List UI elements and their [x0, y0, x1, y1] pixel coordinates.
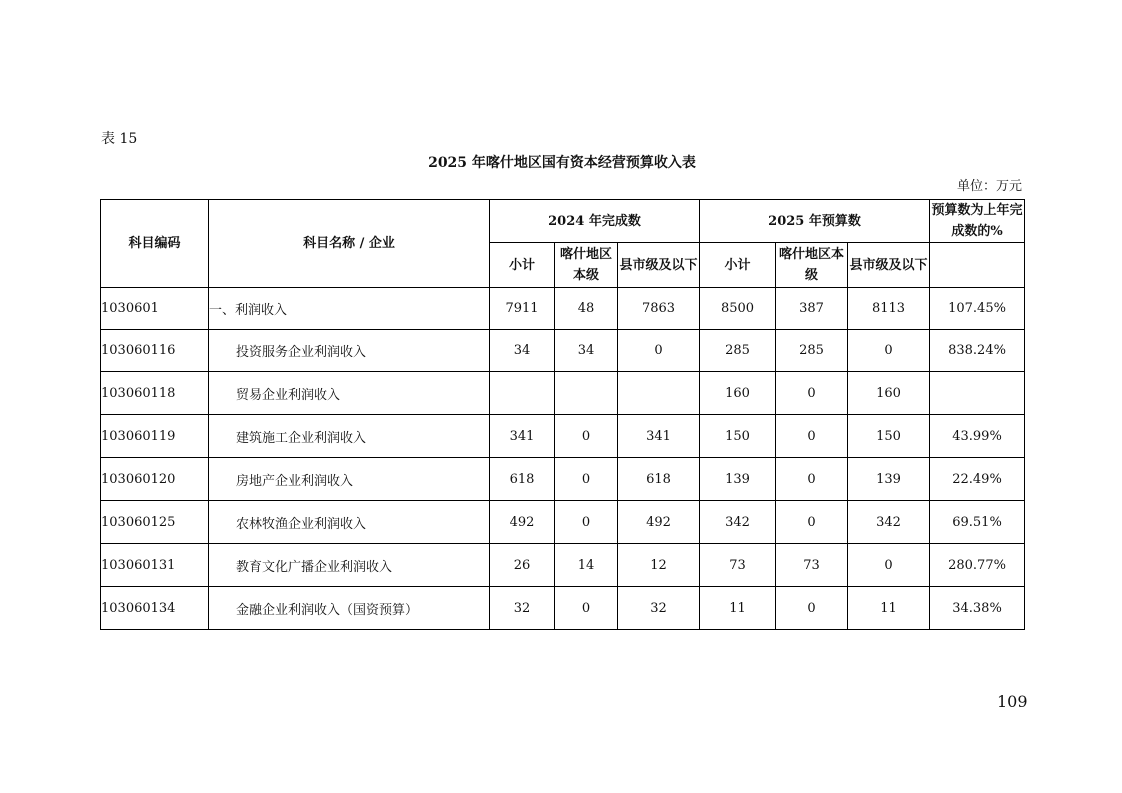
cell-2024-county — [618, 372, 700, 415]
cell-2025-subtotal: 160 — [700, 372, 776, 415]
cell-code: 103060131 — [101, 544, 209, 587]
unit-note: 单位：万元 — [956, 179, 1022, 194]
cell-2025-region: 285 — [776, 330, 848, 372]
cell-name: 投资服务企业利润收入 — [209, 330, 490, 372]
cell-2024-county: 492 — [618, 501, 700, 544]
cell-2024-county: 7863 — [618, 288, 700, 330]
budget-income-table — [100, 199, 1025, 630]
cell-2025-county: 0 — [848, 330, 930, 372]
cell-2024-region: 34 — [555, 330, 618, 372]
cell-2025-subtotal: 139 — [700, 458, 776, 501]
cell-2024-subtotal: 618 — [490, 458, 555, 501]
cell-2025-region: 0 — [776, 458, 848, 501]
table-row — [101, 415, 1025, 458]
cell-2024-subtotal: 341 — [490, 415, 555, 458]
cell-2025-subtotal: 8500 — [700, 288, 776, 330]
cell-code: 103060120 — [101, 458, 209, 501]
table-row — [101, 501, 1025, 544]
cell-2024-region: 0 — [555, 501, 618, 544]
cell-ratio: 69.51% — [930, 501, 1025, 544]
cell-2024-region: 14 — [555, 544, 618, 587]
cell-name: 房地产企业利润收入 — [209, 458, 490, 501]
document-title: 2025 年喀什地区国有资本经营预算收入表 — [428, 155, 696, 171]
cell-2024-subtotal: 34 — [490, 330, 555, 372]
cell-2025-county: 150 — [848, 415, 930, 458]
cell-name: 建筑施工企业利润收入 — [209, 415, 490, 458]
cell-2024-region: 0 — [555, 415, 618, 458]
cell-2025-subtotal: 285 — [700, 330, 776, 372]
cell-2025-subtotal: 73 — [700, 544, 776, 587]
cell-2025-subtotal: 150 — [700, 415, 776, 458]
cell-2024-region: 0 — [555, 587, 618, 630]
page-number: 109 — [997, 692, 1028, 711]
cell-2025-region: 387 — [776, 288, 848, 330]
cell-2024-county: 0 — [618, 330, 700, 372]
cell-code: 103060116 — [101, 330, 209, 372]
cell-name: 贸易企业利润收入 — [209, 372, 490, 415]
cell-ratio: 280.77% — [930, 544, 1025, 587]
cell-name: 一、利润收入 — [209, 288, 490, 330]
cell-name: 农林牧渔企业利润收入 — [209, 501, 490, 544]
table-row — [101, 372, 1025, 415]
header-2024-region-level: 喀什地区本级 — [555, 243, 618, 288]
header-name: 科目名称 / 企业 — [209, 200, 490, 288]
table-row — [101, 587, 1025, 630]
cell-ratio: 838.24% — [930, 330, 1025, 372]
cell-2025-county: 11 — [848, 587, 930, 630]
cell-2025-region: 0 — [776, 501, 848, 544]
header-2024-county-level: 县市级及以下 — [618, 243, 700, 288]
cell-code: 1030601 — [101, 288, 209, 330]
table-row — [101, 288, 1025, 330]
cell-2025-county: 160 — [848, 372, 930, 415]
table-label: 表 15 — [101, 131, 138, 147]
header-ratio: 预算数为上年完成数的% — [930, 200, 1025, 243]
cell-2025-subtotal: 11 — [700, 587, 776, 630]
table-row — [101, 544, 1025, 587]
table-row — [101, 330, 1025, 372]
cell-2024-subtotal: 492 — [490, 501, 555, 544]
cell-ratio — [930, 372, 1025, 415]
cell-2024-subtotal: 7911 — [490, 288, 555, 330]
cell-2024-county: 618 — [618, 458, 700, 501]
cell-2025-county: 8113 — [848, 288, 930, 330]
header-code: 科目编码 — [101, 200, 209, 288]
cell-name: 教育文化广播企业利润收入 — [209, 544, 490, 587]
cell-2024-region: 0 — [555, 458, 618, 501]
cell-ratio: 22.49% — [930, 458, 1025, 501]
header-2025-county-level: 县市级及以下 — [848, 243, 930, 288]
header-2024-subtotal: 小计 — [490, 243, 555, 288]
header-2024-completed: 2024 年完成数 — [490, 200, 700, 243]
header-2025-region-level: 喀什地区本级 — [776, 243, 848, 288]
cell-2024-subtotal: 32 — [490, 587, 555, 630]
cell-2024-county: 32 — [618, 587, 700, 630]
cell-ratio: 43.99% — [930, 415, 1025, 458]
cell-ratio: 107.45% — [930, 288, 1025, 330]
header-ratio-blank — [930, 243, 1025, 288]
cell-2025-region: 0 — [776, 415, 848, 458]
cell-code: 103060134 — [101, 587, 209, 630]
cell-2025-subtotal: 342 — [700, 501, 776, 544]
cell-2025-county: 139 — [848, 458, 930, 501]
cell-2024-subtotal: 26 — [490, 544, 555, 587]
cell-2025-county: 0 — [848, 544, 930, 587]
cell-code: 103060118 — [101, 372, 209, 415]
cell-2025-region: 0 — [776, 587, 848, 630]
cell-2025-county: 342 — [848, 501, 930, 544]
cell-code: 103060119 — [101, 415, 209, 458]
cell-name: 金融企业利润收入（国资预算） — [209, 587, 490, 630]
cell-ratio: 34.38% — [930, 587, 1025, 630]
header-2025-subtotal: 小计 — [700, 243, 776, 288]
cell-2024-county: 341 — [618, 415, 700, 458]
cell-2024-region: 48 — [555, 288, 618, 330]
cell-2025-region: 73 — [776, 544, 848, 587]
cell-2024-subtotal — [490, 372, 555, 415]
cell-code: 103060125 — [101, 501, 209, 544]
header-2025-budget: 2025 年预算数 — [700, 200, 930, 243]
cell-2025-region: 0 — [776, 372, 848, 415]
cell-2024-county: 12 — [618, 544, 700, 587]
table-row — [101, 458, 1025, 501]
cell-2024-region — [555, 372, 618, 415]
